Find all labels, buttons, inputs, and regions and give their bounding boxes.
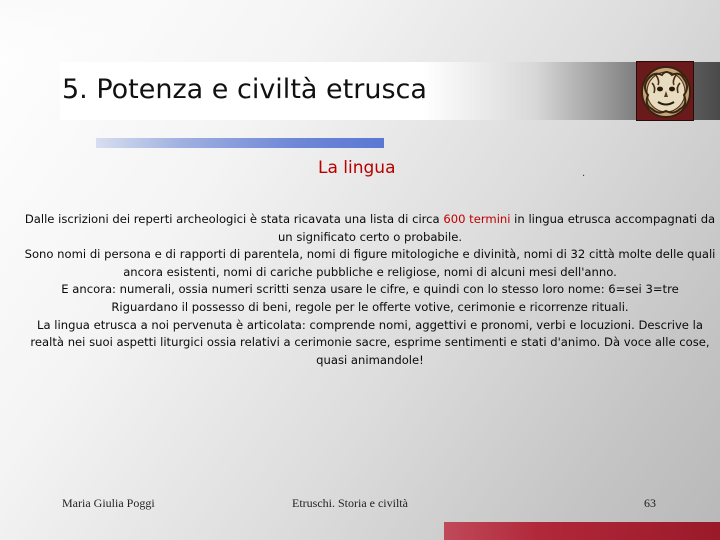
decorative-rule <box>96 138 384 148</box>
footer-author: Maria Giulia Poggi <box>62 496 155 510</box>
etruscan-medusa-emblem-icon <box>636 61 694 121</box>
footer-red-band <box>444 522 720 540</box>
paragraph-inscriptions <box>20 211 720 246</box>
footer-page-number: 63 <box>644 496 656 510</box>
slide-subtitle: La lingua <box>318 158 396 178</box>
slide-title: 5. Potenza e civiltà etrusca <box>62 74 427 105</box>
stray-dot: . <box>582 168 586 179</box>
paragraph-language: La lingua etrusca a noi pervenuta è articolata: comprende nomi, aggettivi e pronomi, verbi e locuzioni. Descrive la realtà nei suoi aspetti liturgici ossia relativi a cerimonie sacre, esprime sentimenti e stati d'animo. Dà voce alle cose, quasi animandole! <box>30 317 710 367</box>
paragraph-inscriptions-start: Dalle iscrizioni dei reperti archeologici è stata ricavata una lista di circa <box>24 212 444 226</box>
footer-course: Etruschi. Storia e civiltà <box>292 496 408 510</box>
paragraph-inscriptions-end: in lingua etrusca accompagnati da un significato certo o probabile. <box>277 212 716 244</box>
paragraph-topics: Riguardano il possesso di beni, regole per le offerte votive, cerimonie e ricorrenze rituali. <box>111 299 629 314</box>
paragraph-names: Sono nomi di persona e di rapporti di parentela, nomi di figure mitologiche e divinità, nomi di 32 città molte delle quali ancora esistenti, nomi di cariche pubbliche e religiose, nomi di alcuni mesi dell'anno. <box>24 247 716 279</box>
corner-fade <box>0 0 150 60</box>
body-text <box>20 211 720 369</box>
paragraph-numerals: E ancora: numerali, ossia numeri scritti senza usare le cifre, e quindi con lo stesso loro nome: 6=sei 3=tre <box>61 282 679 297</box>
highlight-600-terms: 600 termini <box>443 212 511 226</box>
